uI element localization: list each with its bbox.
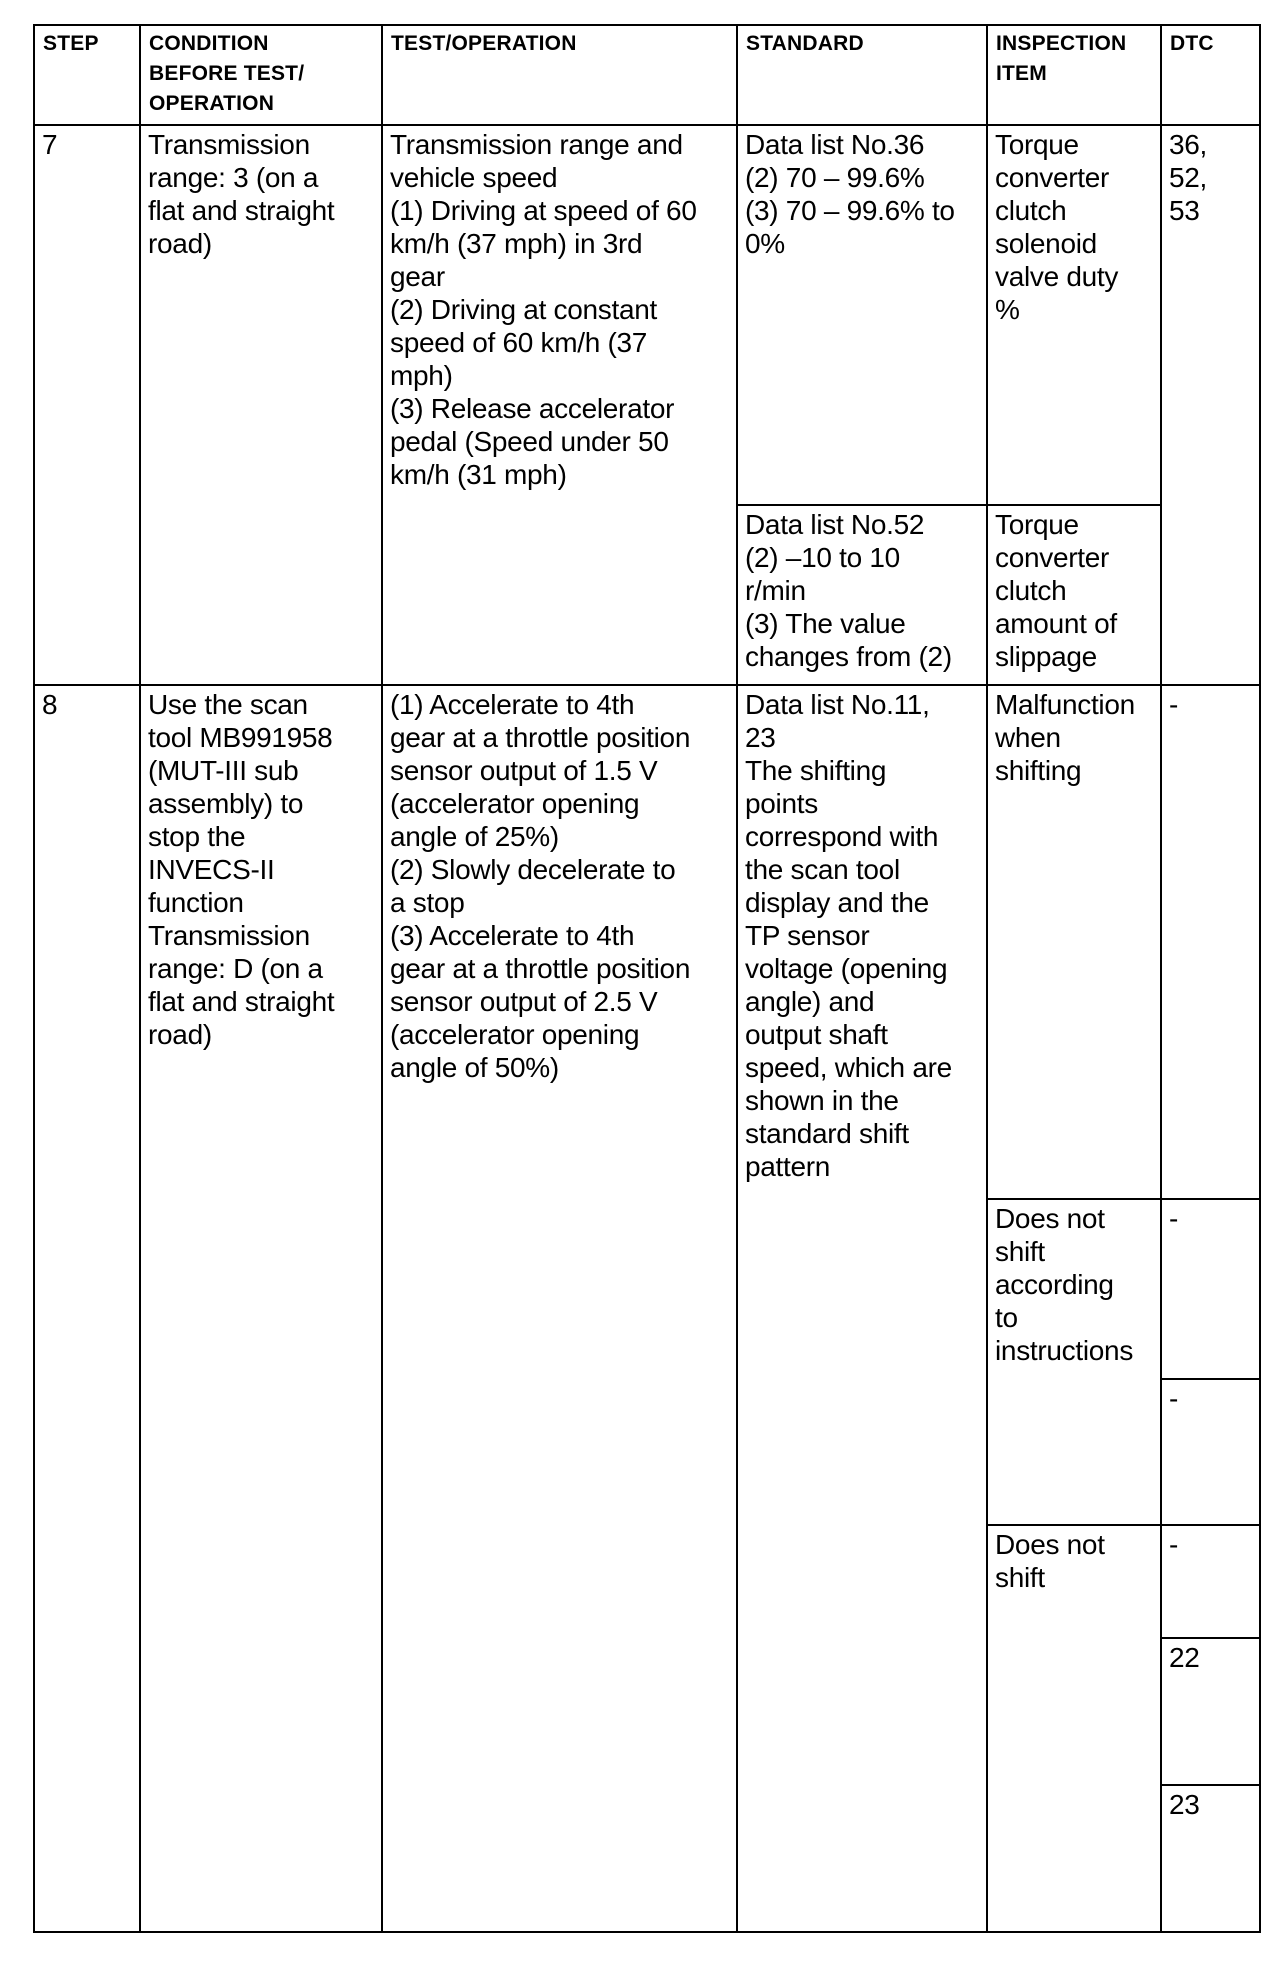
step-8-dtc-not-shift-3: 23 bbox=[1161, 1785, 1260, 1932]
step-8-test-operation: (1) Accelerate to 4th gear at a throttle position sensor output of 1.5 V (accelerator opening angle of 25%) (2) Slowly decelerate to a stop (3) Accelerate to 4th gear at a throttle position sensor output of 2.5 V (accelerator opening angle of 50%) bbox=[382, 685, 737, 1932]
step-8-dtc-not-according-2: - bbox=[1161, 1379, 1260, 1525]
step-7-number: 7 bbox=[34, 125, 140, 685]
step-8-condition: Use the scan tool MB991958 (MUT-III sub assembly) to stop the INVECS-II function Transmission range: D (on a flat and straight road) bbox=[140, 685, 382, 1932]
step-7-standard-slippage: Data list No.52 (2) –10 to 10 r/min (3) The value changes from (2) bbox=[737, 505, 987, 685]
step-7-inspection-duty: Torque converter clutch solenoid valve duty % bbox=[987, 125, 1161, 505]
step-8-dtc-not-shift-1: - bbox=[1161, 1525, 1260, 1638]
header-test-operation: TEST/OPERATION bbox=[382, 25, 737, 125]
step-7-condition: Transmission range: 3 (on a flat and straight road) bbox=[140, 125, 382, 685]
step-7-dtc: 36, 52, 53 bbox=[1161, 125, 1260, 685]
table-row bbox=[34, 125, 1260, 505]
step-8-dtc-not-shift-2: 22 bbox=[1161, 1638, 1260, 1785]
step-7-test-operation: Transmission range and vehicle speed (1) Driving at speed of 60 km/h (37 mph) in 3rd gear (2) Driving at constant speed of 60 km/h (37 mph) (3) Release accelerator pedal (Speed under 50 km/h (31 mph) bbox=[382, 125, 737, 685]
header-step: STEP bbox=[34, 25, 140, 125]
header-row bbox=[34, 25, 1260, 125]
step-8-inspection-malfunction: Malfunction when shifting bbox=[987, 685, 1161, 1199]
header-condition: CONDITION BEFORE TEST/ OPERATION bbox=[140, 25, 382, 125]
table-row bbox=[34, 685, 1260, 1199]
step-8-number: 8 bbox=[34, 685, 140, 1932]
header-standard: STANDARD bbox=[737, 25, 987, 125]
step-8-standard: Data list No.11, 23 The shifting points correspond with the scan tool display and the TP sensor voltage (opening angle) and output shaft speed, which are shown in the standard shift pattern bbox=[737, 685, 987, 1932]
header-dtc: DTC bbox=[1161, 25, 1260, 125]
step-7-inspection-slippage: Torque converter clutch amount of slippage bbox=[987, 505, 1161, 685]
step-8-inspection-not-shift: Does not shift bbox=[987, 1525, 1161, 1932]
step-7-standard-duty: Data list No.36 (2) 70 – 99.6% (3) 70 – 99.6% to 0% bbox=[737, 125, 987, 505]
step-8-inspection-not-according: Does not shift according to instructions bbox=[987, 1199, 1161, 1525]
inspection-table bbox=[33, 24, 1261, 1933]
header-inspection-item: INSPECTION ITEM bbox=[987, 25, 1161, 125]
step-8-dtc-not-according-1: - bbox=[1161, 1199, 1260, 1379]
step-8-dtc-malfunction: - bbox=[1161, 685, 1260, 1199]
